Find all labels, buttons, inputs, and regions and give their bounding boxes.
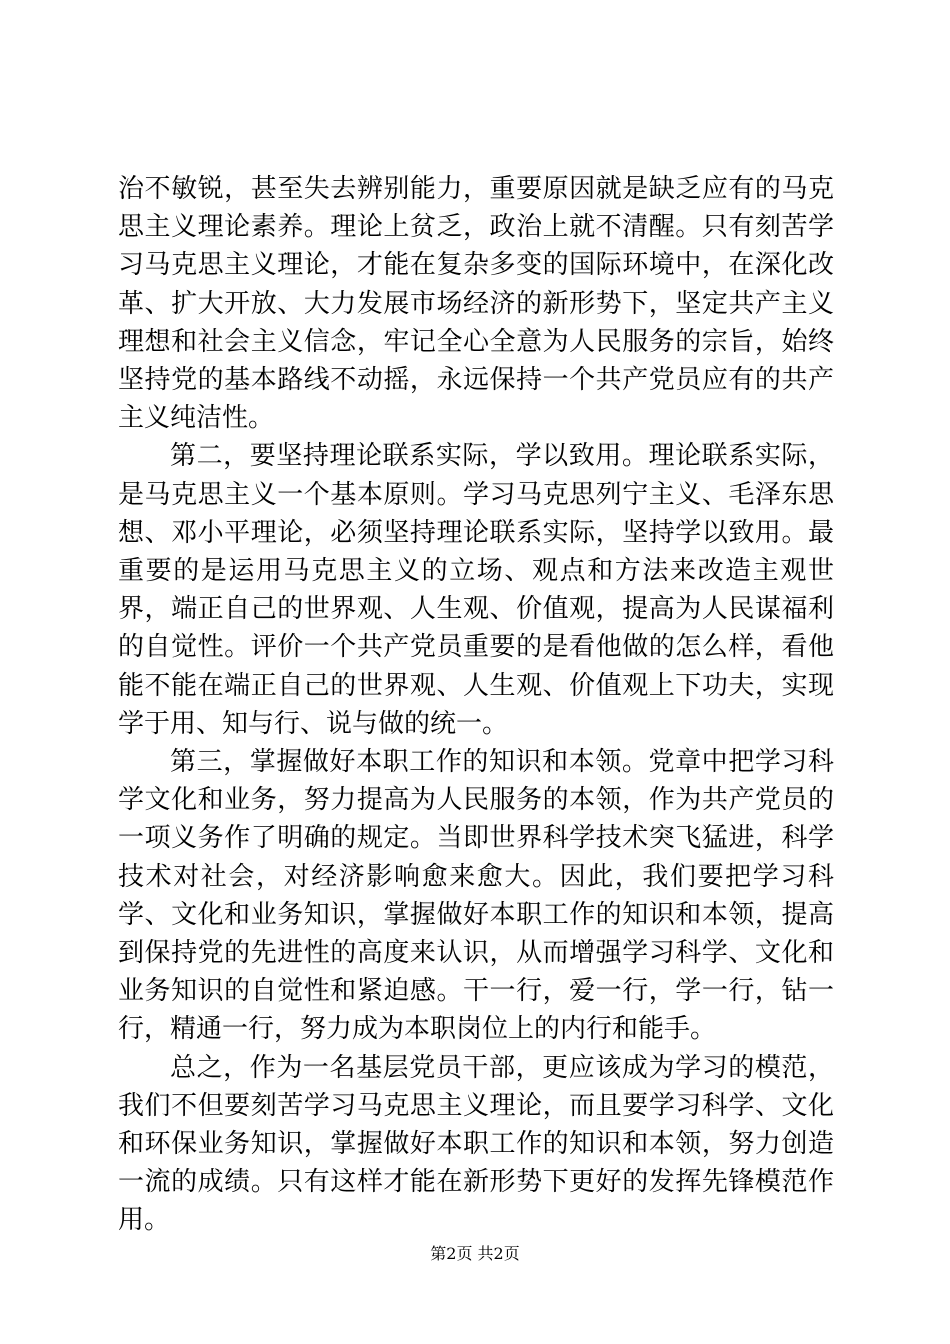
page-footer: 第2页 共2页 <box>430 1244 520 1263</box>
paragraph-1: 治不敏锐，甚至失去辨别能力，重要原因就是缺乏应有的马克思主义理论素养。理论上贫乏，政治上就不清醒。只有刻苦学习马克思主义理论，才能在复杂多变的国际环境中，在深化改革、扩大开放、大力发展市场经济的新形势下，坚定共产主义理想和社会主义信念，牢记全心全意为人民服务的宗旨，始终坚持党的基本路线不动摇，永远保持一个共产党员应有的共产主义纯洁性。 <box>118 174 834 434</box>
document-body <box>118 170 834 1240</box>
paragraph-3: 第三，掌握做好本职工作的知识和本领。党章中把学习科学文化和业务，努力提高为人民服务的本领，作为共产党员的一项义务作了明确的规定。当即世界科学技术突飞猛进，科学技术对社会，对经济影响愈来愈大。因此，我们要把学习科学、文化和业务知识，掌握做好本职工作的知识和本领，提高到保持党的先进性的高度来认识，从而增强学习科学、文化和业务知识的自觉性和紧迫感。干一行，爱一行，学一行，钻一行，精通一行，努力成为本职岗位上的内行和能手。 <box>118 747 834 1045</box>
paragraph-4: 总之，作为一名基层党员干部，更应该成为学习的模范，我们不但要刻苦学习马克思主义理论，而且要学习科学、文化和环保业务知识，掌握做好本职工作的知识和本领，努力创造一流的成绩。只有这样才能在新形势下更好的发挥先锋模范作用。 <box>118 1052 834 1236</box>
paragraph-2: 第二，要坚持理论联系实际，学以致用。理论联系实际，是马克思主义一个基本原则。学习马克思列宁主义、毛泽东思想、邓小平理论，必须坚持理论联系实际，坚持学以致用。最重要的是运用马克思主义的立场、观点和方法来改造主观世界，端正自己的世界观、人生观、价值观，提高为人民谋福利的自觉性。评价一个共产党员重要的是看他做的怎么样，看他能不能在端正自己的世界观、人生观、价值观上下功夫，实现学于用、知与行、说与做的统一。 <box>118 441 834 739</box>
